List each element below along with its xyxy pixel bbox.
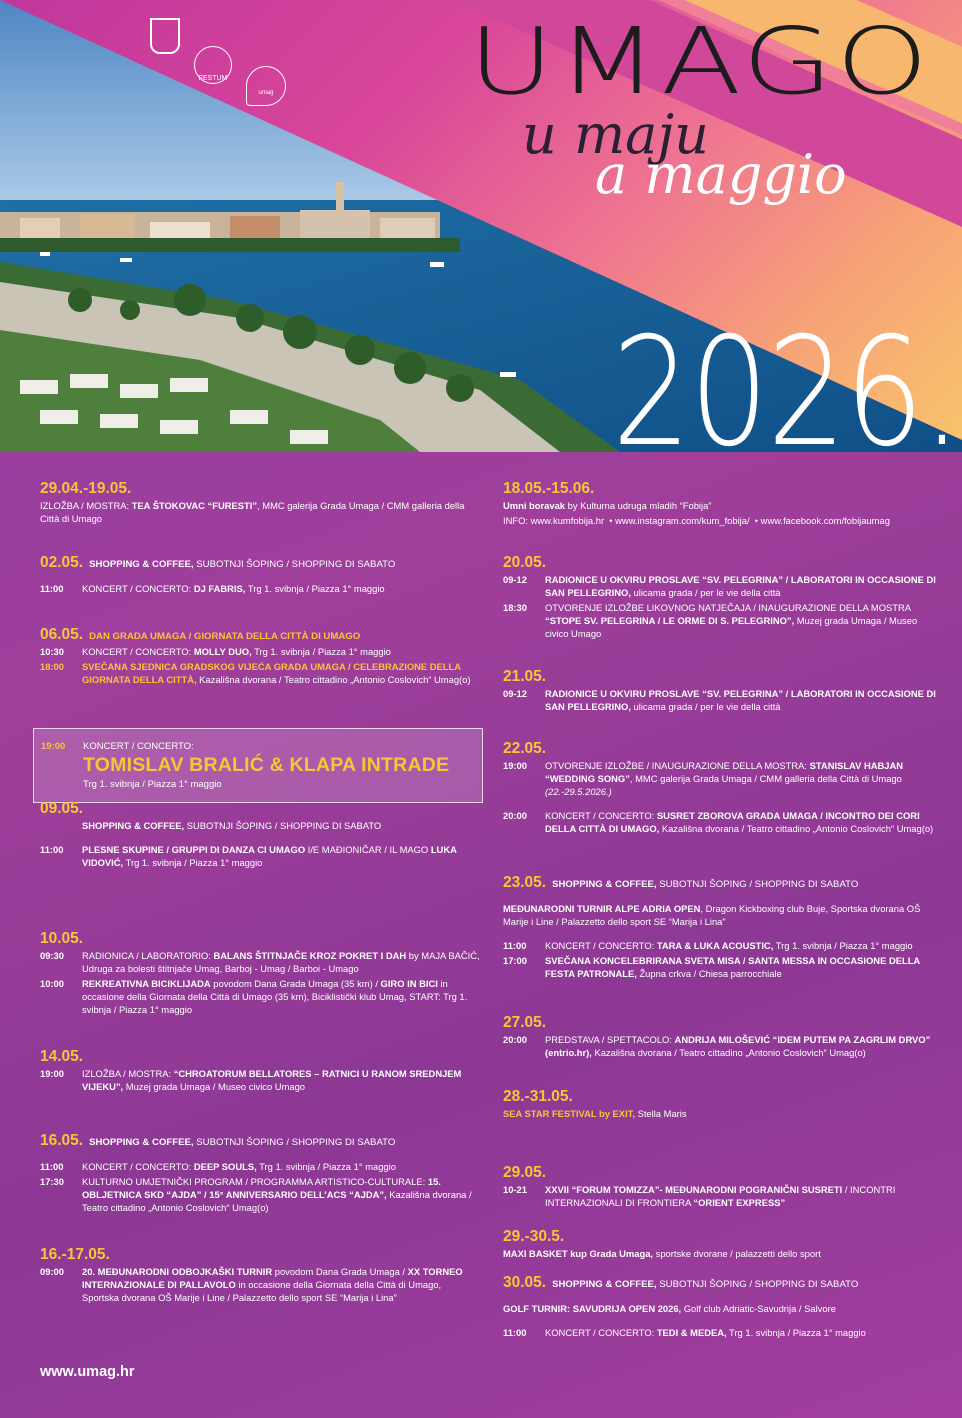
event-entry	[503, 1183, 943, 1209]
event-description: RADIONICA / LABORATORIO: BALANS ŠTITNJAČE KROZ POKRET I DAH by MAJA BAČIĆ, Udruga za bolesti štitnjače Umag, Barboj - Umag / Barboi - Umago	[82, 950, 480, 974]
event-description: SVEČANA KONCELEBRIRANA SVETA MISA / SANTA MESSA IN OCCASIONE DELLA FESTA PATRONALE, Župna crkva / Chiesa parrocchiale	[545, 955, 920, 979]
event-date: 09.05.	[40, 800, 84, 817]
event-description: KONCERT / CONCERTO: TARA & LUKA ACOUSTIC, Trg 1. svibnja / Piazza 1° maggio	[545, 940, 913, 951]
day-title: SHOPPING & COFFEE, SUBOTNJI ŠOPING / SHOPPING DI SABATO	[552, 879, 859, 890]
event-time	[40, 819, 82, 832]
event-time: 17:00	[503, 955, 527, 966]
day-header	[503, 1228, 943, 1245]
event-description: KONCERT / CONCERTO: TEDI & MEDEA, Trg 1. svibnja / Piazza 1° maggio	[545, 1327, 866, 1338]
event-description: KULTURNO UMJETNIČKI PROGRAM / PROGRAMMA ARTISTICO-CULTURALE: 15. OBLJETNICA SKD “AJDA” / 15° ANNIVERSARIO DELL’ACS “AJDA”, Kazališna dvorana / Teatro cittadino „Antonio Coslovich“ Umag(o)	[82, 1176, 472, 1213]
event-entry	[503, 809, 943, 835]
event-entry	[40, 843, 480, 869]
day-block	[503, 554, 943, 640]
event-entry	[503, 1107, 943, 1120]
day-header	[503, 480, 943, 497]
day-block	[40, 800, 480, 869]
day-header	[503, 554, 943, 571]
day-header	[503, 668, 943, 685]
event-time: 10:30	[40, 646, 64, 657]
event-entry	[40, 582, 480, 595]
day-title: SHOPPING & COFFEE, SUBOTNJI ŠOPING / SHOPPING DI SABATO	[89, 559, 396, 570]
event-time: 17:30	[40, 1176, 64, 1187]
event-date: 16.05.	[40, 1132, 84, 1149]
day-block	[503, 1088, 943, 1120]
event-entry	[40, 949, 480, 975]
day-header	[503, 740, 943, 757]
event-description: SHOPPING & COFFEE, SUBOTNJI ŠOPING / SHOPPING DI SABATO	[82, 820, 382, 831]
event-description: RADIONICE U OKVIRU PROSLAVE “SV. PELEGRINA” / LABORATORI IN OCCASIONE DI SAN PELLEGRINO, ulicama grada / per le vie della città	[545, 688, 936, 712]
event-description: PREDSTAVA / SPETTACOLO: ANDRIJA MILOŠEVIĆ “IDEM PUTEM PA ZAGRLIM DRVO” (entrio.hr), Kazališna dvorana / Teatro cittadino „Antonio Coslovich“ Umag(o)	[545, 1034, 931, 1058]
event-entry	[503, 902, 943, 928]
event-time: 20:00	[503, 810, 527, 821]
event-entry	[503, 573, 943, 599]
day-header	[503, 1014, 943, 1031]
event-description: IZLOŽBA / MOSTRA: “CHROATORUM BELLATORES – RATNICI U RANOM SREDNJEM VIJEKU”, Muzej grada Umaga / Museo civico Umago	[82, 1068, 462, 1092]
poster-header	[0, 0, 962, 452]
event-entry	[503, 1247, 943, 1260]
day-block	[503, 740, 943, 835]
title-year: 2026.	[612, 306, 961, 452]
event-entry	[40, 499, 480, 525]
day-header	[40, 800, 480, 817]
umag-logo	[246, 66, 286, 106]
event-entry	[40, 1067, 480, 1093]
event-time: 18:00	[40, 661, 64, 672]
festum-logo	[194, 46, 232, 84]
event-time: 19:00	[503, 760, 527, 771]
event-entry	[503, 939, 943, 952]
highlight-performer: TOMISLAV BRALIĆ & KLAPA INTRADE	[83, 754, 450, 776]
day-title: SHOPPING & COFFEE, SUBOTNJI ŠOPING / SHOPPING DI SABATO	[552, 1279, 859, 1290]
event-entry	[503, 1326, 943, 1339]
event-date: 14.05.	[40, 1048, 84, 1065]
day-header	[503, 1164, 943, 1181]
event-description: MAXI BASKET kup Grada Umaga, sportske dvorane / palazzetti dello sport	[503, 1248, 821, 1259]
day-header	[40, 626, 480, 643]
event-date: 23.05.	[503, 874, 547, 891]
day-block	[40, 930, 480, 1016]
event-time: 11:00	[40, 583, 64, 594]
event-date: 10.05.	[40, 930, 84, 947]
event-description: KONCERT / CONCERTO: MOLLY DUO, Trg 1. svibnja / Piazza 1° maggio	[82, 646, 391, 657]
day-block	[503, 874, 943, 980]
day-header	[503, 874, 943, 891]
subtitle-croatian: u maju	[522, 103, 709, 166]
event-entry	[503, 759, 943, 798]
event-description: KONCERT / CONCERTO: DJ FABRIS, Trg 1. svibnja / Piazza 1° maggio	[82, 583, 385, 594]
event-description: MEĐUNARODNI TURNIR ALPE ADRIA OPEN, Dragon Kickboxing club Buje, Sportska dvorana OŠ Marije i Line / Palazzetto dello sport SE “Marija i Lina”	[503, 903, 921, 927]
day-header	[40, 480, 480, 497]
event-entry	[503, 1033, 943, 1059]
day-block	[503, 1228, 943, 1260]
day-block	[503, 668, 943, 713]
event-entry	[503, 514, 943, 527]
event-entry	[40, 977, 480, 1016]
event-entry	[503, 499, 943, 512]
event-entry	[503, 1302, 943, 1315]
event-time: 09:00	[40, 1266, 64, 1277]
event-time: 11:00	[40, 1161, 64, 1172]
day-block	[40, 554, 480, 595]
event-time: 19:00	[40, 1068, 64, 1079]
event-date: 22.05.	[503, 740, 547, 757]
event-date: 20.05.	[503, 554, 547, 571]
event-description: REKREATIVNA BICIKLIJADA povodom Dana Grada Umaga (35 km) / GIRO IN BICI in occasione della Giornata della Città di Umago (35 km), Biciklistički klub Umag, START: Trg 1. svibnja / Piazza 1° maggio	[82, 978, 468, 1015]
day-header	[40, 1048, 480, 1065]
event-description: KONCERT / CONCERTO: DEEP SOULS, Trg 1. svibnja / Piazza 1° maggio	[82, 1161, 396, 1172]
day-block	[40, 1048, 480, 1093]
event-description: XXVII “FORUM TOMIZZA”- MEĐUNARODNI POGRANIČNI SUSRETI / INCONTRI INTERNAZIONALI DI FRONTIERA “ORIENT EXPRESS”	[545, 1184, 896, 1208]
website-link[interactable]: www.umag.hr	[40, 1364, 135, 1380]
event-description: RADIONICE U OKVIRU PROSLAVE “SV. PELEGRINA” / LABORATORI IN OCCASIONE DI SAN PELLEGRINO, ulicama grada / per le vie della città	[545, 574, 936, 598]
day-block	[40, 626, 480, 686]
event-time: 09-12	[503, 688, 527, 699]
day-block	[503, 1014, 943, 1059]
highlight-time: 19:00	[41, 741, 66, 752]
festum-logo-text: FESTUM	[198, 75, 228, 82]
umag-logo-text: umag	[258, 90, 274, 96]
event-date: 02.05.	[40, 554, 84, 571]
event-description: OTVORENJE IZLOŽBE / INAUGURAZIONE DELLA MOSTRA: STANISLAV HABJAN “WEDDING SONG”, MMC galerija Grada Umaga / CMM galleria della Città di Umago (22.-29.5.2026.)	[545, 760, 904, 797]
day-block	[40, 1132, 480, 1214]
event-entry	[40, 1265, 480, 1304]
event-time: 09-12	[503, 574, 527, 585]
day-title: DAN GRADA UMAGA / GIORNATA DELLA CITTÀ DI UMAGO	[89, 631, 361, 642]
event-date: 21.05.	[503, 668, 547, 685]
day-block	[503, 1164, 943, 1209]
event-entry	[503, 687, 943, 713]
event-entry	[40, 819, 480, 832]
event-description: IZLOŽBA / MOSTRA: TEA ŠTOKOVAC “FURESTI”, MMC galerija Grada Umaga / CMM galleria della Città di Umago	[40, 500, 465, 524]
subtitle-italian: a maggio	[595, 143, 847, 206]
event-description: SEA STAR FESTIVAL by EXIT, Stella Maris	[503, 1108, 687, 1119]
event-description: Umni boravak by Kulturna udruga mladih “Fobija”	[503, 500, 712, 511]
day-block	[40, 1246, 480, 1304]
day-header	[40, 554, 480, 571]
event-time: 10-21	[503, 1184, 527, 1195]
event-date: 29.-30.5.	[503, 1228, 565, 1245]
highlight-label: KONCERT / CONCERTO:	[83, 741, 194, 752]
highlight-place: Trg 1. svibnja / Piazza 1° maggio	[83, 779, 222, 790]
event-entry	[503, 954, 943, 980]
day-header	[40, 1246, 480, 1263]
title-umago: UMAGO	[468, 8, 932, 115]
event-entry	[40, 645, 480, 658]
event-time: 11:00	[40, 844, 64, 855]
event-date: 27.05.	[503, 1014, 547, 1031]
event-description: GOLF TURNIR: SAVUDRIJA OPEN 2026, Golf club Adriatic-Savudrija / Salvore	[503, 1303, 836, 1314]
event-time: 20:00	[503, 1034, 527, 1045]
event-date: 18.05.-15.06.	[503, 480, 595, 497]
day-block	[40, 480, 480, 525]
event-time: 11:00	[503, 940, 527, 951]
event-entry	[40, 1160, 480, 1173]
event-date: 16.-17.05.	[40, 1246, 110, 1263]
day-header	[503, 1274, 943, 1291]
day-header	[40, 930, 480, 947]
event-date: 30.05.	[503, 1274, 547, 1291]
day-block	[503, 480, 943, 527]
day-header	[40, 1132, 480, 1149]
event-entry	[40, 660, 480, 686]
event-entry	[503, 601, 943, 640]
day-block	[503, 1274, 943, 1339]
city-coat-of-arms-icon	[150, 18, 180, 54]
event-time: 10:00	[40, 978, 64, 989]
event-description: PLESNE SKUPINE / GRUPPI DI DANZA CI UMAGO I/E MAĐIONIČAR / IL MAGO LUKA VIDOVIĆ, Trg 1. svibnja / Piazza 1° maggio	[82, 844, 457, 868]
event-date: 29.05.	[503, 1164, 547, 1181]
event-description: SVEČANA SJEDNICA GRADSKOG VIJEĆA GRADA UMAGA / CELEBRAZIONE DELLA GIORNATA DELLA CITTÀ, Kazališna dvorana / Teatro cittadino „Antonio Coslovich“ Umag(o)	[82, 661, 471, 685]
event-description: 20. MEĐUNARODNI ODBOJKAŠKI TURNIR povodom Dana Grada Umaga / XX TORNEO INTERNAZIONALE DI PALLAVOLO in occasione della Giornata della Città di Umago, Sportska dvorana OŠ Marije i Line / Palazzetto dello sport SE “Marija i Lina”	[82, 1266, 463, 1303]
event-date: 06.05.	[40, 626, 84, 643]
event-description: INFO: www.kumfobija.hr • www.instagram.com/kum_fobija/ • www.facebook.com/fobijaumag	[503, 515, 890, 526]
highlight-concert-box	[33, 728, 483, 803]
event-entry	[40, 1175, 480, 1214]
day-header	[503, 1088, 943, 1105]
event-time: 11:00	[503, 1327, 527, 1338]
event-description: OTVORENJE IZLOŽBE LIKOVNOG NATJEČAJA / INAUGURAZIONE DELLA MOSTRA “STOPE SV. PELEGRINA / LE ORME DI S. PELEGRINO”, Muzej grada Umaga / Museo civico Umago	[545, 602, 918, 639]
day-title: SHOPPING & COFFEE, SUBOTNJI ŠOPING / SHOPPING DI SABATO	[89, 1137, 396, 1148]
event-time: 18:30	[503, 602, 527, 613]
event-time: 09:30	[40, 950, 64, 961]
event-description: KONCERT / CONCERTO: SUSRET ZBOROVA GRADA UMAGA / INCONTRO DEI CORI DELLA CITTÀ DI UMAGO, Kazališna dvorana / Teatro cittadino „Antonio Coslovich“ Umag(o)	[545, 810, 934, 834]
event-date: 28.-31.05.	[503, 1088, 573, 1105]
event-date: 29.04.-19.05.	[40, 480, 132, 497]
